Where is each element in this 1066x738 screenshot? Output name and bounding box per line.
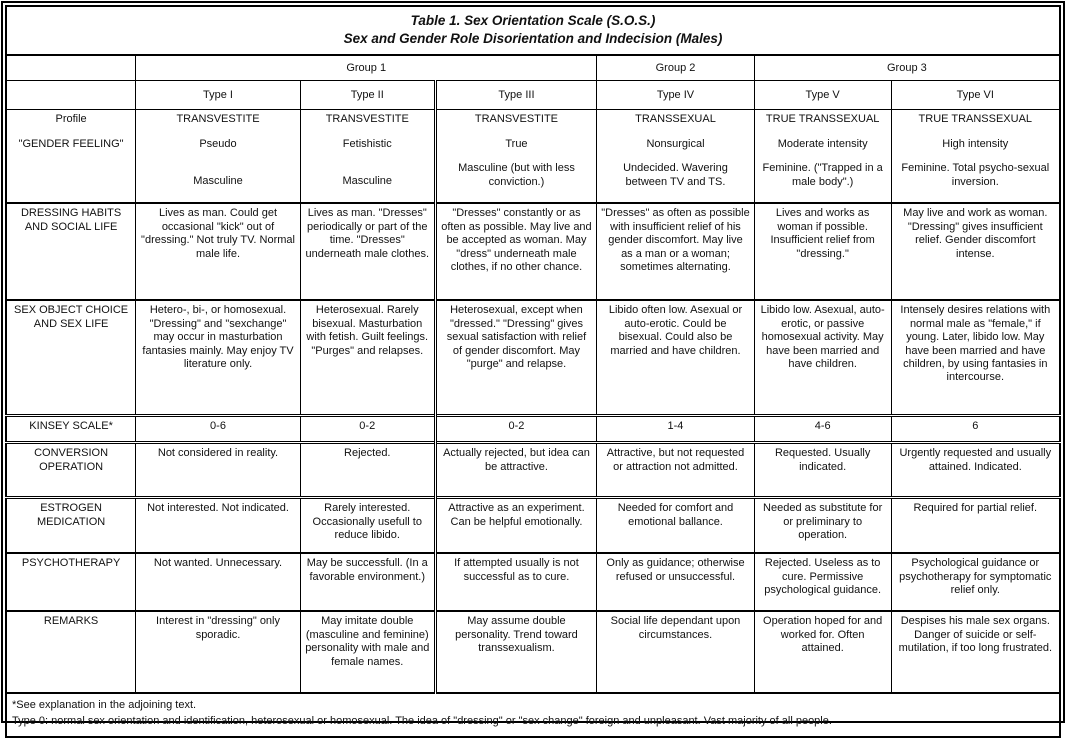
row-conversion-operation [6, 443, 1060, 498]
table-cell: Lives and works as woman if possible. Insufficient relief from "dressing." [754, 203, 891, 300]
footnote-asterisk: *See explanation in the adjoining text. [12, 699, 197, 712]
group-3-header: Group 3 [754, 55, 1060, 81]
sex-orientation-scale-table [5, 5, 1061, 738]
cell-line: TRANSSEXUAL [635, 113, 716, 126]
row-label: PSYCHOTHERAPY [6, 553, 136, 611]
table-cell: Not considered in reality. [136, 443, 301, 498]
table-cell: If attempted usually is not successful as to cure. [435, 553, 597, 611]
cell-line: TRUE TRANSSEXUAL [765, 113, 880, 126]
row-label [6, 110, 136, 204]
row-sex-object-choice [6, 300, 1060, 416]
table-cell: Required for partial relief. [891, 498, 1060, 554]
type-4-header: Type IV [597, 81, 754, 110]
cell-line: TRANSVESTITE [176, 113, 260, 126]
table-cell: Not interested. Not indicated. [136, 498, 301, 554]
table-cell: May be successfull. (In a favorable environment.) [300, 553, 435, 611]
cell-line: TRANSVESTITE [474, 113, 559, 126]
cell-line: True [505, 137, 528, 150]
cell-line: TRUE TRANSSEXUAL [918, 113, 1033, 126]
row-label: SEX OBJECT CHOICE AND SEX LIFE [6, 300, 136, 416]
table-cell: 4-6 [754, 416, 891, 443]
group-1-header: Group 1 [136, 55, 597, 81]
table-cell: Lives as man. Could get occasional "kick" out of "dressing." Not truly TV. Normal male life. [136, 203, 301, 300]
table-cell: May live and work as woman. "Dressing" gives insufficient relief. Gender discomfort intense. [891, 203, 1060, 300]
table-cell: Needed as substitute for or preliminary to operation. [754, 498, 891, 554]
cell-line: Moderate intensity [777, 137, 868, 150]
table-cell: 6 [891, 416, 1060, 443]
type-header-row [6, 81, 1060, 110]
table-frame [1, 1, 1065, 728]
table-cell: Actually rejected, but idea can be attractive. [435, 443, 597, 498]
footnote-type-0: Type 0: normal sex orientation and identification, heterosexual or homosexual. The idea of "dressing" or "sex change" foreign and unpleasant. Vast majority of all people. [12, 715, 832, 728]
row-label: DRESSING HABITS AND SOCIAL LIFE [6, 203, 136, 300]
table-cell: Lives as man. "Dresses" periodically or part of the time. "Dresses" underneath male clothes. [300, 203, 435, 300]
table-cell: Hetero-, bi-, or homosexual. "Dressing" and "sexchange" may occur in masturbation fantasies mainly. May enjoy TV literature only. [136, 300, 301, 416]
table-cell: Needed for comfort and emotional ballance. [597, 498, 754, 554]
table-cell: Psychological guidance or psychotherapy for symptomatic relief only. [891, 553, 1060, 611]
cell-line: TRANSVESTITE [325, 113, 409, 126]
table-cell: Social life dependant upon circumstances. [597, 611, 754, 693]
row-kinsey-scale [6, 416, 1060, 443]
table-cell: Attractive, but not requested or attraction not admitted. [597, 443, 754, 498]
table-cell: Only as guidance; otherwise refused or unsuccessful. [597, 553, 754, 611]
cell-line: High intensity [942, 137, 1009, 150]
table-cell: Rarely interested. Occasionally usefull to reduce libido. [300, 498, 435, 554]
table-cell [891, 110, 1060, 204]
row-profile-gender-feeling [6, 110, 1060, 204]
table-cell: May assume double personality. Trend toward transsexualism. [435, 611, 597, 693]
type-2-header: Type II [300, 81, 435, 110]
corner-cell [6, 81, 136, 110]
cell-line: Pseudo [199, 137, 237, 150]
table-cell: Urgently requested and usually attained. Indicated. [891, 443, 1060, 498]
cell-line: Masculine (but with less conviction.) [458, 162, 575, 188]
type-6-header: Type VI [891, 81, 1060, 110]
table-cell: 0-6 [136, 416, 301, 443]
row-label: CONVERSION OPERATION [6, 443, 136, 498]
table-cell: Rejected. [300, 443, 435, 498]
table-cell [435, 110, 597, 204]
title-line-1: Table 1. Sex Orientation Scale (S.O.S.) [410, 13, 656, 28]
table-cell: Libido often low. Asexual or auto-erotic. Could be bisexual. Could also be married and have children. [597, 300, 754, 416]
table-cell: Heterosexual, except when "dressed." "Dressing" gives sexual satisfaction with relief of gender discomfort. May "purge" and relapse. [435, 300, 597, 416]
table-cell [136, 110, 301, 204]
cell-line: Nonsurgical [646, 137, 705, 150]
table-cell: 1-4 [597, 416, 754, 443]
cell-line: Masculine [342, 175, 393, 188]
row-label: ESTROGEN MEDICATION [6, 498, 136, 554]
row-remarks [6, 611, 1060, 693]
gender-feeling-label: "GENDER FEELING" [18, 137, 124, 150]
row-psychotherapy [6, 553, 1060, 611]
profile-label: Profile [55, 113, 87, 126]
type-5-header: Type V [754, 81, 891, 110]
table-cell: Attractive as an experiment. Can be helpful emotionally. [435, 498, 597, 554]
type-3-header: Type III [435, 81, 597, 110]
row-label: KINSEY SCALE* [6, 416, 136, 443]
table-cell: Heterosexual. Rarely bisexual. Masturbation with fetish. Guilt feelings. "Purges" and relapses. [300, 300, 435, 416]
group-2-header: Group 2 [597, 55, 754, 81]
table-title-row [6, 6, 1060, 55]
table-cell: Libido low. Asexual, auto-erotic, or passive homosexual activity. May have been married and have children. [754, 300, 891, 416]
row-label: REMARKS [6, 611, 136, 693]
table-cell: 0-2 [300, 416, 435, 443]
table-cell: "Dresses" constantly or as often as possible. May live and be accepted as woman. May "dress" underneath male clothes, if no other chance. [435, 203, 597, 300]
cell-line: Feminine. ("Trapped in a male body".) [762, 162, 883, 188]
table-cell: May imitate double (masculine and feminine) personality with male and female names. [300, 611, 435, 693]
table-cell: Rejected. Useless as to cure. Permissive psychological guidance. [754, 553, 891, 611]
group-header-row [6, 55, 1060, 81]
table-cell: "Dresses" as often as possible with insufficient relief of his gender discomfort. May live as a man or a woman; sometimes alternating. [597, 203, 754, 300]
cell-line: Undecided. Wavering between TV and TS. [623, 162, 728, 188]
table-cell [597, 110, 754, 204]
table-cell: Operation hoped for and worked for. Often attained. [754, 611, 891, 693]
corner-cell [6, 55, 136, 81]
table-cell: Intensely desires relations with normal male as "female," if young. Later, libido low. May have been married and have children, by using fantasies in intercourse. [891, 300, 1060, 416]
cell-line: Feminine. Total psycho-sexual inversion. [901, 162, 1050, 188]
table-cell [300, 110, 435, 204]
footnotes [6, 693, 1060, 737]
row-estrogen-medication [6, 498, 1060, 554]
table-cell: Requested. Usually indicated. [754, 443, 891, 498]
table-cell [754, 110, 891, 204]
table-cell: Despises his male sex organs. Danger of suicide or self-mutilation, if too long frustrated. [891, 611, 1060, 693]
table-title [6, 6, 1060, 55]
type-1-header: Type I [136, 81, 301, 110]
title-line-2: Sex and Gender Role Disorientation and Indecision (Males) [343, 31, 723, 47]
cell-line: Fetishistic [342, 137, 392, 150]
table-cell: Not wanted. Unnecessary. [136, 553, 301, 611]
row-dressing-habits [6, 203, 1060, 300]
footnote-row [6, 693, 1060, 737]
table-cell: 0-2 [435, 416, 597, 443]
cell-line: Masculine [193, 175, 243, 188]
table-cell: Interest in "dressing" only sporadic. [136, 611, 301, 693]
